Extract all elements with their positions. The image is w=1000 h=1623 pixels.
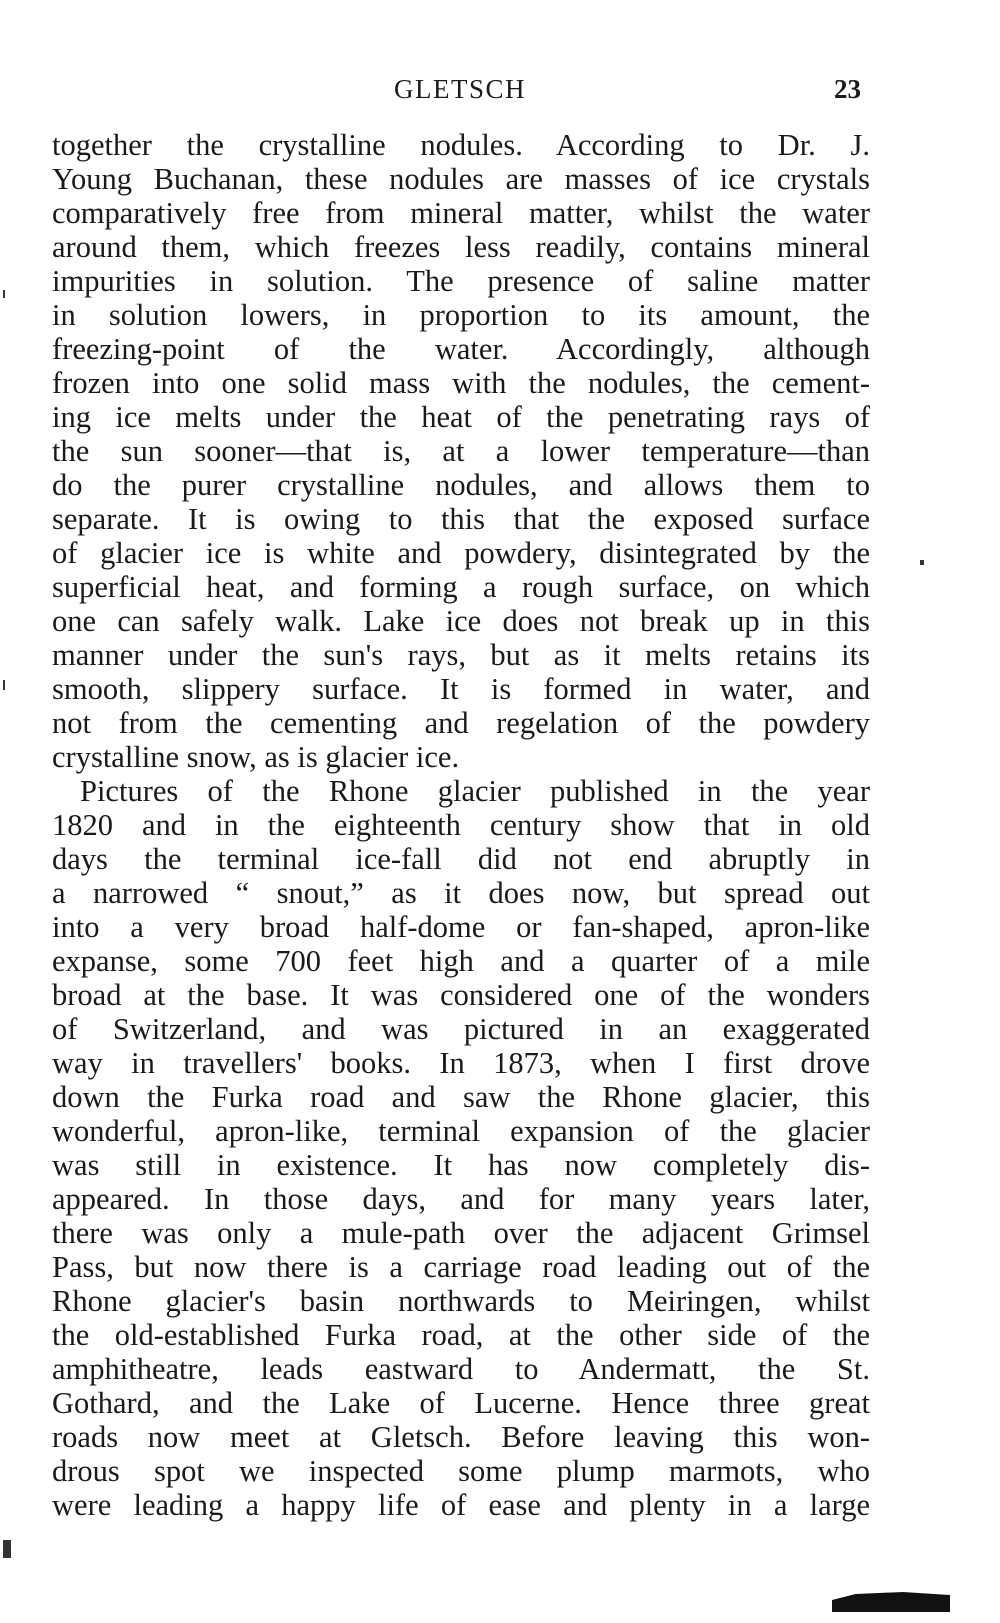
scan-speck (3, 290, 5, 298)
text-line: Rhone glacier's basin northwards to Meiringen, whilst (52, 1284, 870, 1318)
text-line: down the Furka road and saw the Rhone glacier, this (52, 1080, 870, 1114)
text-line: of Switzerland, and was pictured in an exaggerated (52, 1012, 870, 1046)
text-line: were leading a happy life of ease and plenty in a large (52, 1488, 870, 1522)
text-line: a narrowed “ snout,” as it does now, but spread out (52, 876, 870, 910)
text-line: Pictures of the Rhone glacier published in the year (80, 774, 870, 808)
text-line: broad at the base. It was considered one of the wonders (52, 978, 870, 1012)
text-line: wonderful, apron-like, terminal expansion of the glacier (52, 1114, 870, 1148)
text-line: one can safely walk. Lake ice does not break up in this (52, 604, 870, 638)
text-line: frozen into one solid mass with the nodules, the cement- (52, 366, 870, 400)
text-line: days the terminal ice-fall did not end abruptly in (52, 842, 870, 876)
text-line: impurities in solution. The presence of saline matter (52, 264, 870, 298)
text-line: Young Buchanan, these nodules are masses of ice crystals (52, 162, 870, 196)
text-line: amphitheatre, leads eastward to Andermatt, the St. (52, 1352, 870, 1386)
body-text (52, 128, 870, 1522)
text-line: superficial heat, and forming a rough surface, on which (52, 570, 870, 604)
scan-artifact (832, 1592, 950, 1612)
text-line: Pass, but now there is a carriage road leading out of the (52, 1250, 870, 1284)
text-line: around them, which freezes less readily, contains mineral (52, 230, 870, 264)
text-line: expanse, some 700 feet high and a quarter of a mile (52, 944, 870, 978)
text-line: freezing-point of the water. Accordingly, although (52, 332, 870, 366)
text-line: crystalline snow, as is glacier ice. (52, 740, 460, 774)
text-line: do the purer crystalline nodules, and allows them to (52, 468, 870, 502)
text-line: separate. It is owing to this that the exposed surface (52, 502, 870, 536)
text-line: into a very broad half-dome or fan-shaped, apron-like (52, 910, 870, 944)
running-header-title: GLETSCH (394, 74, 526, 104)
text-line: manner under the sun's rays, but as it melts retains its (52, 638, 870, 672)
text-line: not from the cementing and regelation of the powdery (52, 706, 870, 740)
text-line: in solution lowers, in proportion to its amount, the (52, 298, 870, 332)
text-line: of glacier ice is white and powdery, disintegrated by the (52, 536, 870, 570)
text-line: 1820 and in the eighteenth century show that in old (52, 808, 870, 842)
text-line: appeared. In those days, and for many years later, (52, 1182, 870, 1216)
text-line: ing ice melts under the heat of the penetrating rays of (52, 400, 870, 434)
text-line: the old-established Furka road, at the other side of the (52, 1318, 870, 1352)
text-line: the sun sooner—that is, at a lower temperature—than (52, 434, 870, 468)
scan-speck (3, 680, 5, 690)
text-line: there was only a mule-path over the adjacent Grimsel (52, 1216, 870, 1250)
scan-speck (920, 560, 924, 565)
text-line: roads now meet at Gletsch. Before leaving this won- (52, 1420, 870, 1454)
text-line: drous spot we inspected some plump marmots, who (52, 1454, 870, 1488)
text-line: Gothard, and the Lake of Lucerne. Hence three great (52, 1386, 870, 1420)
text-line: together the crystalline nodules. According to Dr. J. (52, 128, 870, 162)
text-line: way in travellers' books. In 1873, when I first drove (52, 1046, 870, 1080)
text-line: comparatively free from mineral matter, whilst the water (52, 196, 870, 230)
scan-speck (3, 1540, 11, 1558)
page-number: 23 (834, 74, 861, 104)
text-line: was still in existence. It has now completely dis- (52, 1148, 870, 1182)
text-line: smooth, slippery surface. It is formed in water, and (52, 672, 870, 706)
